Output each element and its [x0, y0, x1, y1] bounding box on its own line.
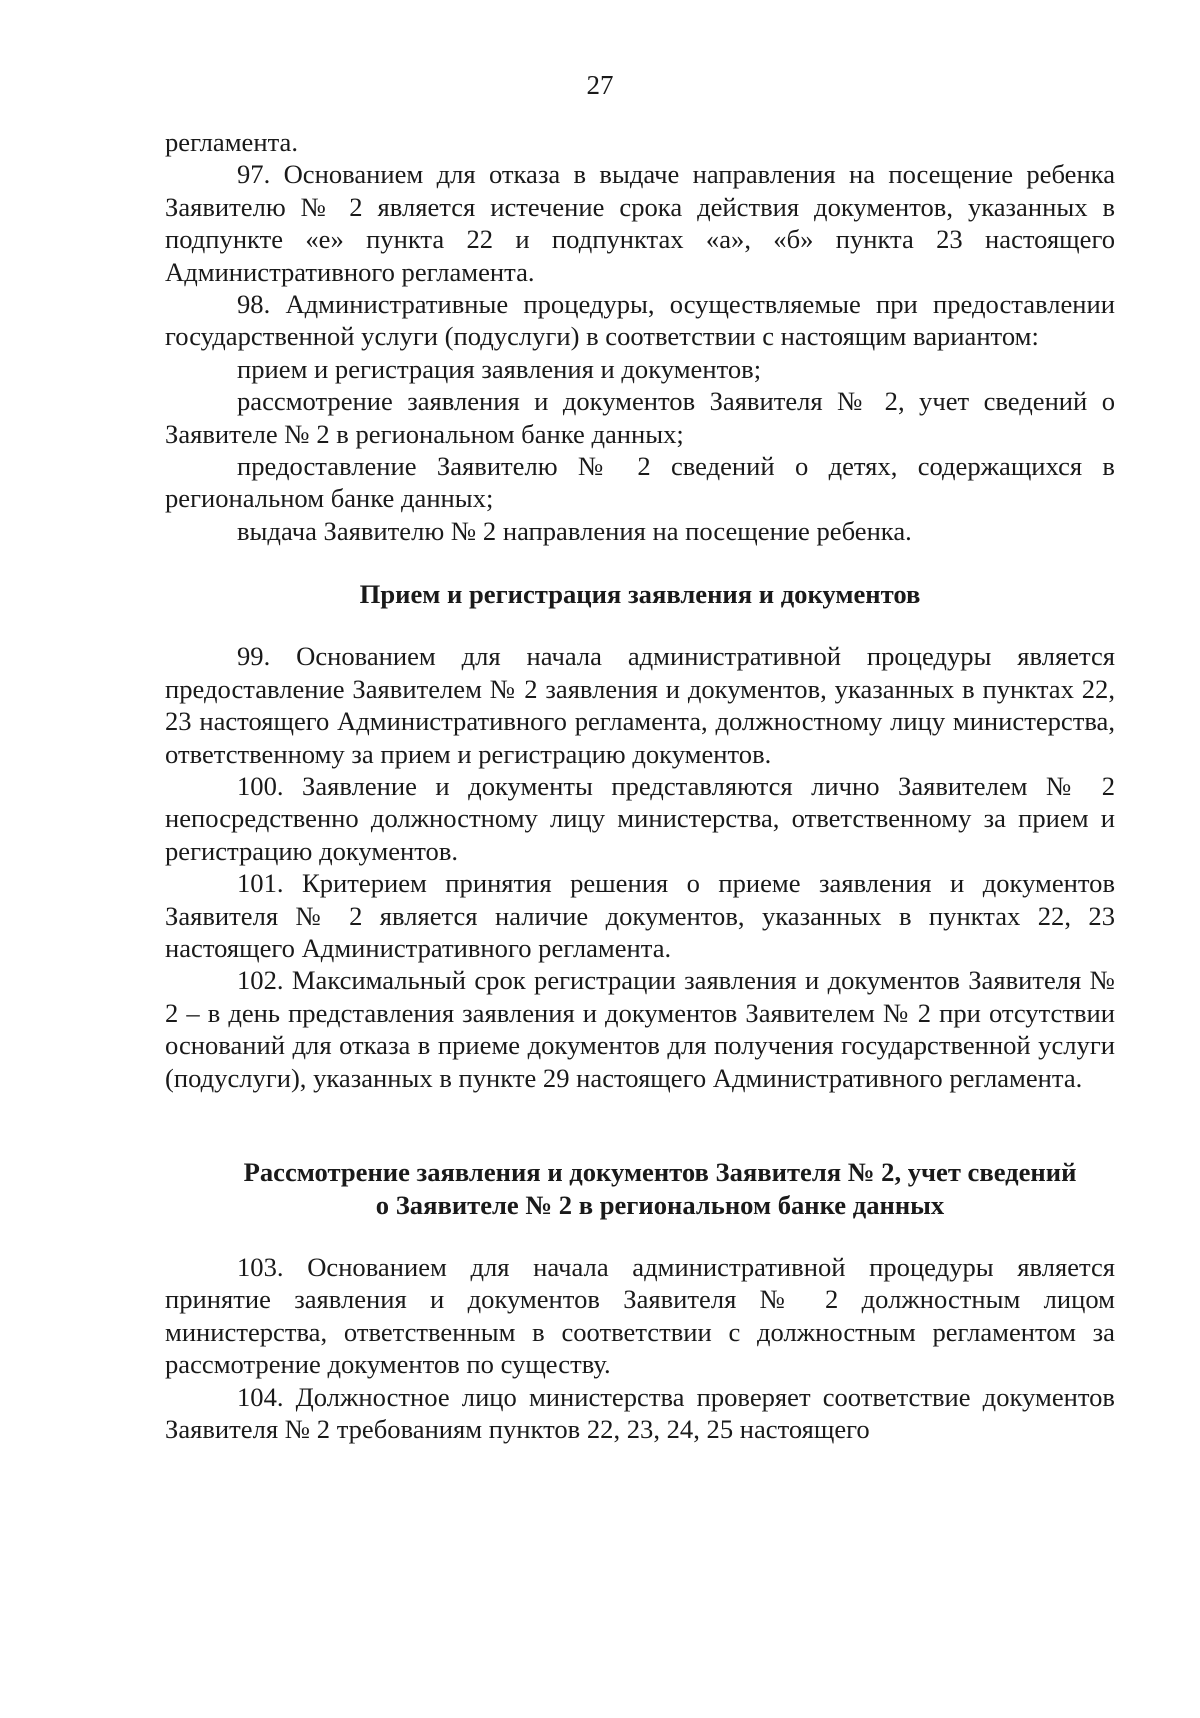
paragraph-continuation: регламента. — [165, 127, 298, 157]
list-item-procedure: предоставление Заявителю № 2 сведений о детях, содержащихся в региональном банке данных; — [165, 451, 1115, 514]
page-number: 27 — [586, 70, 614, 100]
list-item-procedure: рассмотрение заявления и документов Заявителя № 2, учет сведений о Заявителе № 2 в региональном банке данных; — [165, 386, 1115, 449]
paragraph-99: 99. Основанием для начала административной процедуры является предоставление Заявителем № 2 заявления и документов, указанных в пунктах 22, 23 настоящего Административного регламента, должностному лицу министерства, ответственному за прием и регистрацию документов. — [165, 641, 1115, 769]
list-item-procedure: прием и регистрация заявления и документов; — [237, 353, 762, 384]
paragraph-104: 104. Должностное лицо министерства проверяет соответствие документов Заявителя № 2 требованиям пунктов 22, 23, 24, 25 настоящего — [165, 1381, 1115, 1444]
paragraph-98: 98. Административные процедуры, осуществляемые при предоставлении государственной услуги (подуслуги) в соответствии с настоящим вариантом: — [165, 289, 1115, 352]
paragraph-100: 100. Заявление и документы представляются лично Заявителем № 2 непосредственно должностному лицу министерства, ответственному за прием и регистрацию документов. — [165, 770, 1115, 866]
paragraph-97: 97. Основанием для отказа в выдаче направления на посещение ребенка Заявителю № 2 является истечение срока действия документов, указанных в подпункте «е» пункта 22 и подпунктах «а», «б» пункта 23 настоящего Административного регламента. — [165, 159, 1115, 287]
document-body — [165, 126, 1115, 1445]
paragraph-102: 102. Максимальный срок регистрации заявления и документов Заявителя № 2 – в день представления заявления и документов Заявителем № 2 при отсутствии оснований для отказа в приеме документов для получения государственной услуги (подуслуги), указанных в пункте 29 настоящего Административного регламента. — [165, 965, 1115, 1093]
paragraph-103: 103. Основанием для начала административной процедуры является принятие заявления и документов Заявителя № 2 должностным лицом министерства, ответственным в соответствии с должностным регламентом за рассмотрение документов по существу. — [165, 1251, 1115, 1380]
section-heading: Прием и регистрация заявления и документов — [359, 579, 921, 610]
list-item-procedure: выдача Заявителю № 2 направления на посещение ребенка. — [237, 515, 912, 546]
section-heading: Рассмотрение заявления и документов Заявителя № 2, учет сведений о Заявителе № 2 в региональном банке данных — [243, 1156, 1077, 1220]
paragraph-101: 101. Критерием принятия решения о приеме заявления и документов Заявителя № 2 является наличие документов, указанных в пунктах 22, 23 настоящего Административного регламента. — [165, 868, 1115, 963]
